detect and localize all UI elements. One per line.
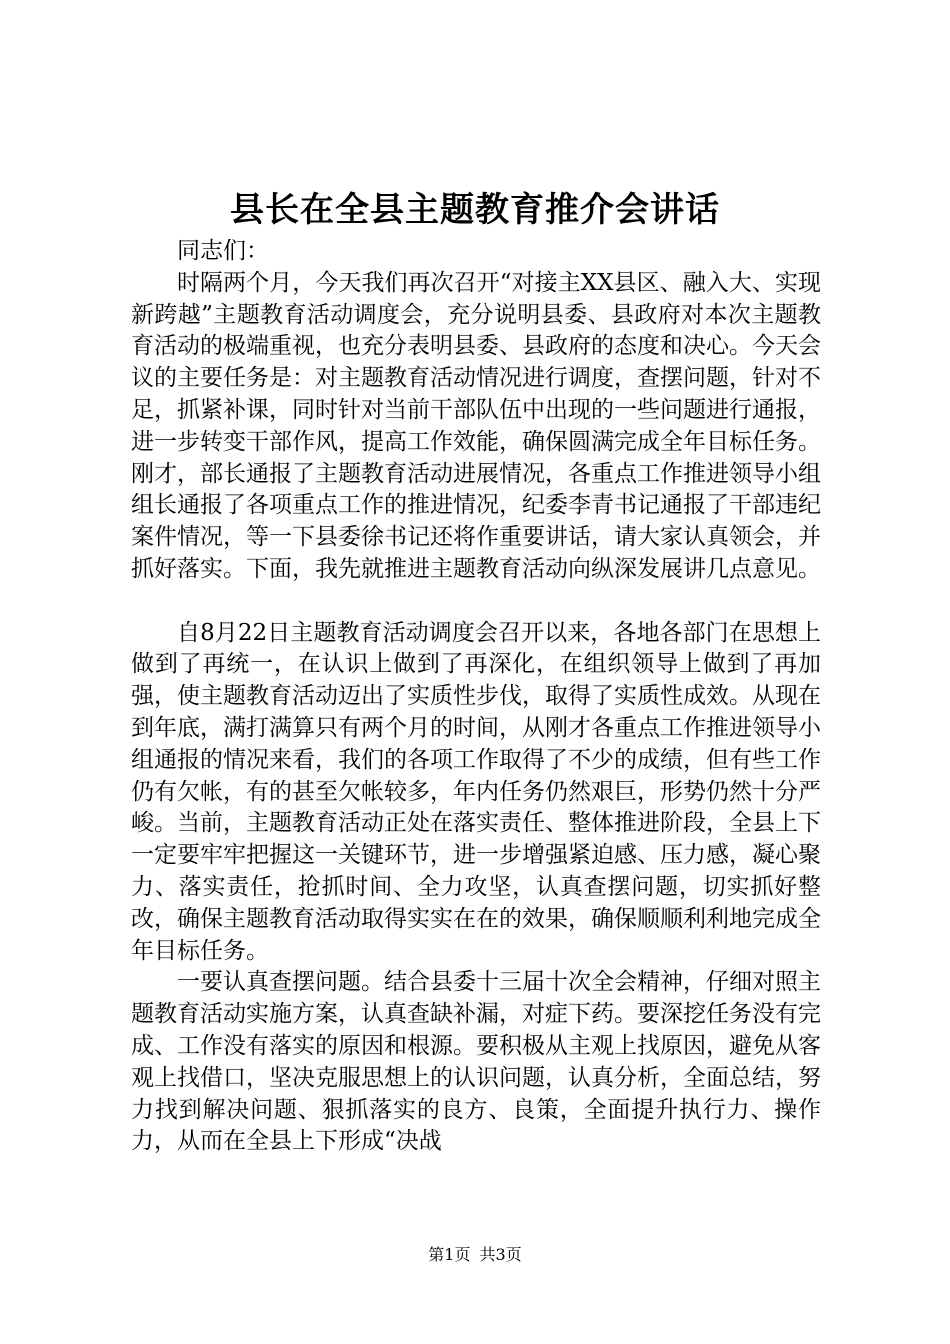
document-body [131,236,821,1158]
salutation: 同志们： [177,238,269,264]
page-number-footer: 第1页 共3页 [428,1245,522,1264]
paragraph-1: 时隔两个月，今天我们再次召开“对接主XX县区、融入大、实现新跨越”主题教育活动调度会，充分说明县委、县政府对本次主题教育活动的极端重视，也充分表明县委、县政府的态度和决心。今天会议的主要任务是：对主题教育活动情况进行调度，查摆问题，针对不足，抓紧补课，同时针对当前干部队伍中出现的一些问题进行通报，进一步转变干部作风，提高工作效能，确保圆满完成全年目标任务。刚才，部长通报了主题教育活动进展情况，各重点工作推进领导小组组长通报了各项重点工作的推进情况，纪委李青书记通报了干部违纪案件情况，等一下县委徐书记还将作重要讲话，请大家认真领会，并抓好落实。下面，我先就推进主题教育活动向纵深发展讲几点意见。 [131,269,821,582]
page-title: 县长在全县主题教育推介会讲话 [230,190,720,230]
paragraph-2: 自8月22日主题教育活动调度会召开以来，各地各部门在思想上做到了再统一，在认识上做到了再深化，在组织领导上做到了再加强，使主题教育活动迈出了实质性步伐，取得了实质性成效。从现在到年底，满打满算只有两个月的时间，从刚才各重点工作推进领导小组通报的情况来看，我们的各项工作取得了不少的成绩，但有些工作仍有欠帐，有的甚至欠帐较多，年内任务仍然艰巨，形势仍然十分严峻。当前，主题教育活动正处在落实责任、整体推进阶段，全县上下一定要牢牢把握这一关键环节，进一步增强紧迫感、压力感，凝心聚力、落实责任，抢抓时间、全力攻坚，认真查摆问题，切实抓好整改，确保主题教育活动取得实实在在的效果，确保顺顺利利地完成全年目标任务。 [131,619,821,964]
paragraph-3: 一要认真查摆问题。结合县委十三届十次全会精神，仔细对照主题教育活动实施方案，认真查缺补漏，对症下药。要深挖任务没有完成、工作没有落实的原因和根源。要积极从主观上找原因，避免从客观上找借口，坚决克服思想上的认识问题，认真分析，全面总结，努力找到解决问题、狠抓落实的良方、良策，全面提升执行力、操作力，从而在全县上下形成“决战 [131,969,821,1155]
